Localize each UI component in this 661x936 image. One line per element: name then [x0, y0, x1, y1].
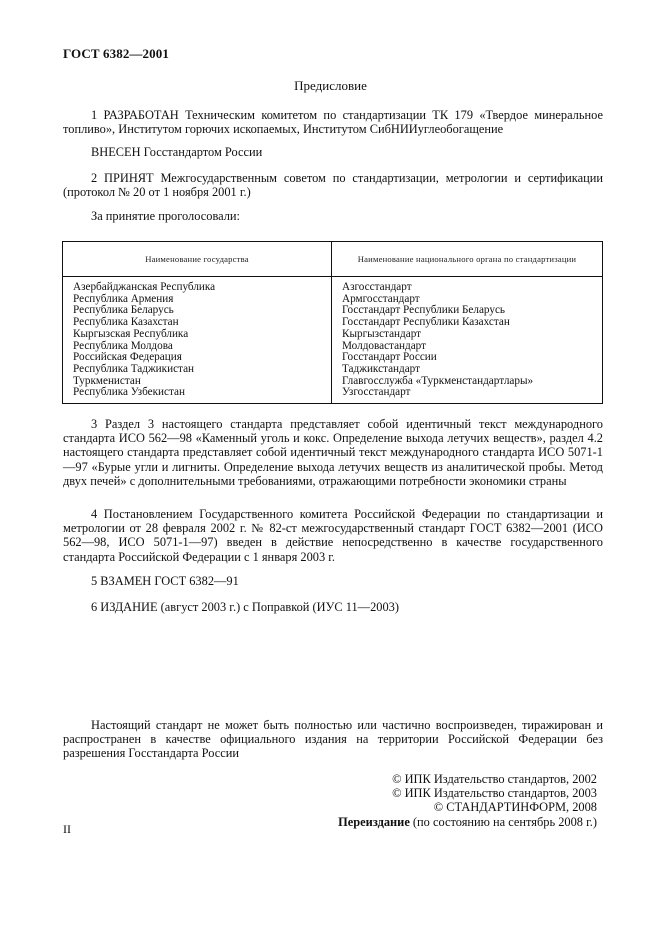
- state-name: Азербайджанская Республика: [73, 281, 216, 293]
- standards-body-name: Госстандарт Республики Казахстан: [342, 316, 510, 329]
- section-3-iso-identity: 3 Раздел 3 настоящего стандарта представляет собой идентичный текст международного стандарта ИСО 562—98 «Каменный уголь и кокс. Определение выхода летучих веществ», раздел 4.2 настоящего стандарта представляет собой идентичный текст международного стандарта ИСО 5071-1—97 «Бурые угли и лигниты. Определение выхода летучих веществ из аналитической пробы. Метод двух печей» с дополнительными требованиями, отражающими потребности экономики страны: [63, 417, 603, 488]
- copyright-line: © ИПК Издательство стандартов, 2002: [392, 772, 597, 786]
- state-name: Республика Таджикистан: [73, 362, 195, 375]
- document-code: ГОСТ 6382—2001: [63, 46, 169, 61]
- copyright-line: © СТАНДАРТИНФОРМ, 2008: [433, 800, 597, 815]
- section-1-submitted: ВНЕСЕН Госстандартом России: [91, 145, 263, 159]
- standards-body-name: Госстандарт Республики Беларусь: [342, 304, 506, 317]
- reissue-date: (по состоянию на сентябрь 2008 г.): [409, 814, 597, 829]
- column-header-standards-body: Наименование национального органа по стандартизации: [332, 242, 603, 277]
- section-5-replaces: 5 ВЗАМЕН ГОСТ 6382—91: [91, 574, 239, 588]
- standards-body-name: Госстандарт России: [342, 351, 437, 364]
- section-6-edition: 6 ИЗДАНИЕ (август 2003 г.) с Поправкой (ИУС 11—2003): [91, 600, 399, 614]
- state-name: Республика Беларусь: [73, 304, 174, 317]
- section-4-enactment: 4 Постановлением Государственного комитета Российской Федерации по стандартизации и метрологии от 28 февраля 2002 г. № 82-ст межгосударственный стандарт ГОСТ 6382—2001 (ИСО 562—98, ИСО 5071-1—97) введен в действие непосредственно в качестве государственного стандарта Российской Федерации с 1 января 2003 г.: [63, 507, 603, 564]
- standards-body-name: Кыргызстандарт: [342, 327, 422, 340]
- reproduction-notice: Настоящий стандарт не может быть полностью или частично воспроизведен, тиражирован и распространен в качестве официального издания на территории Российской Федерации без разрешения Госстандарта России: [63, 718, 603, 761]
- voting-states-table: [62, 241, 603, 404]
- standards-body-name: Таджикстандарт: [342, 362, 421, 375]
- state-name: Республика Казахстан: [73, 316, 179, 329]
- page-title: Предисловие: [294, 78, 367, 93]
- voted-label: За принятие проголосовали:: [91, 209, 240, 223]
- state-name: Кыргызская Республика: [73, 327, 189, 340]
- column-header-state: Наименование государства: [63, 242, 332, 277]
- states-column: [63, 277, 332, 404]
- state-name: Туркменистан: [73, 374, 141, 387]
- standards-body-name: Азгосстандарт: [342, 281, 412, 293]
- state-name: Республика Узбекистан: [73, 386, 185, 399]
- table-header-row: [63, 242, 603, 277]
- state-name: Республика Молдова: [73, 339, 173, 352]
- standards-body-name: Главгосслужба «Туркменстандартлары»: [342, 374, 534, 387]
- reissue-line: [338, 815, 597, 829]
- section-2-adopted: 2 ПРИНЯТ Межгосударственным советом по стандартизации, метрологии и сертификации (протокол № 20 от 1 ноября 2001 г.): [63, 171, 603, 200]
- page-number: II: [63, 822, 71, 836]
- standards-body-column: [332, 277, 603, 404]
- state-name: Российская Федерация: [73, 351, 182, 364]
- table-row: [63, 277, 603, 404]
- standards-body-name: Узгосстандарт: [342, 386, 411, 399]
- reissue-label: Переиздание: [338, 814, 410, 829]
- standards-body-name: Армгосстандарт: [342, 292, 420, 305]
- copyright-block: [338, 772, 597, 829]
- standards-body-name: Молдовастандарт: [342, 339, 427, 352]
- section-1-developed: 1 РАЗРАБОТАН Техническим комитетом по стандартизации ТК 179 «Твердое минеральное топливо», Институтом горючих ископаемых, Институтом СибНИИуглеобогащение: [63, 108, 603, 137]
- state-name: Республика Армения: [73, 292, 174, 305]
- copyright-line: © ИПК Издательство стандартов, 2003: [392, 786, 597, 801]
